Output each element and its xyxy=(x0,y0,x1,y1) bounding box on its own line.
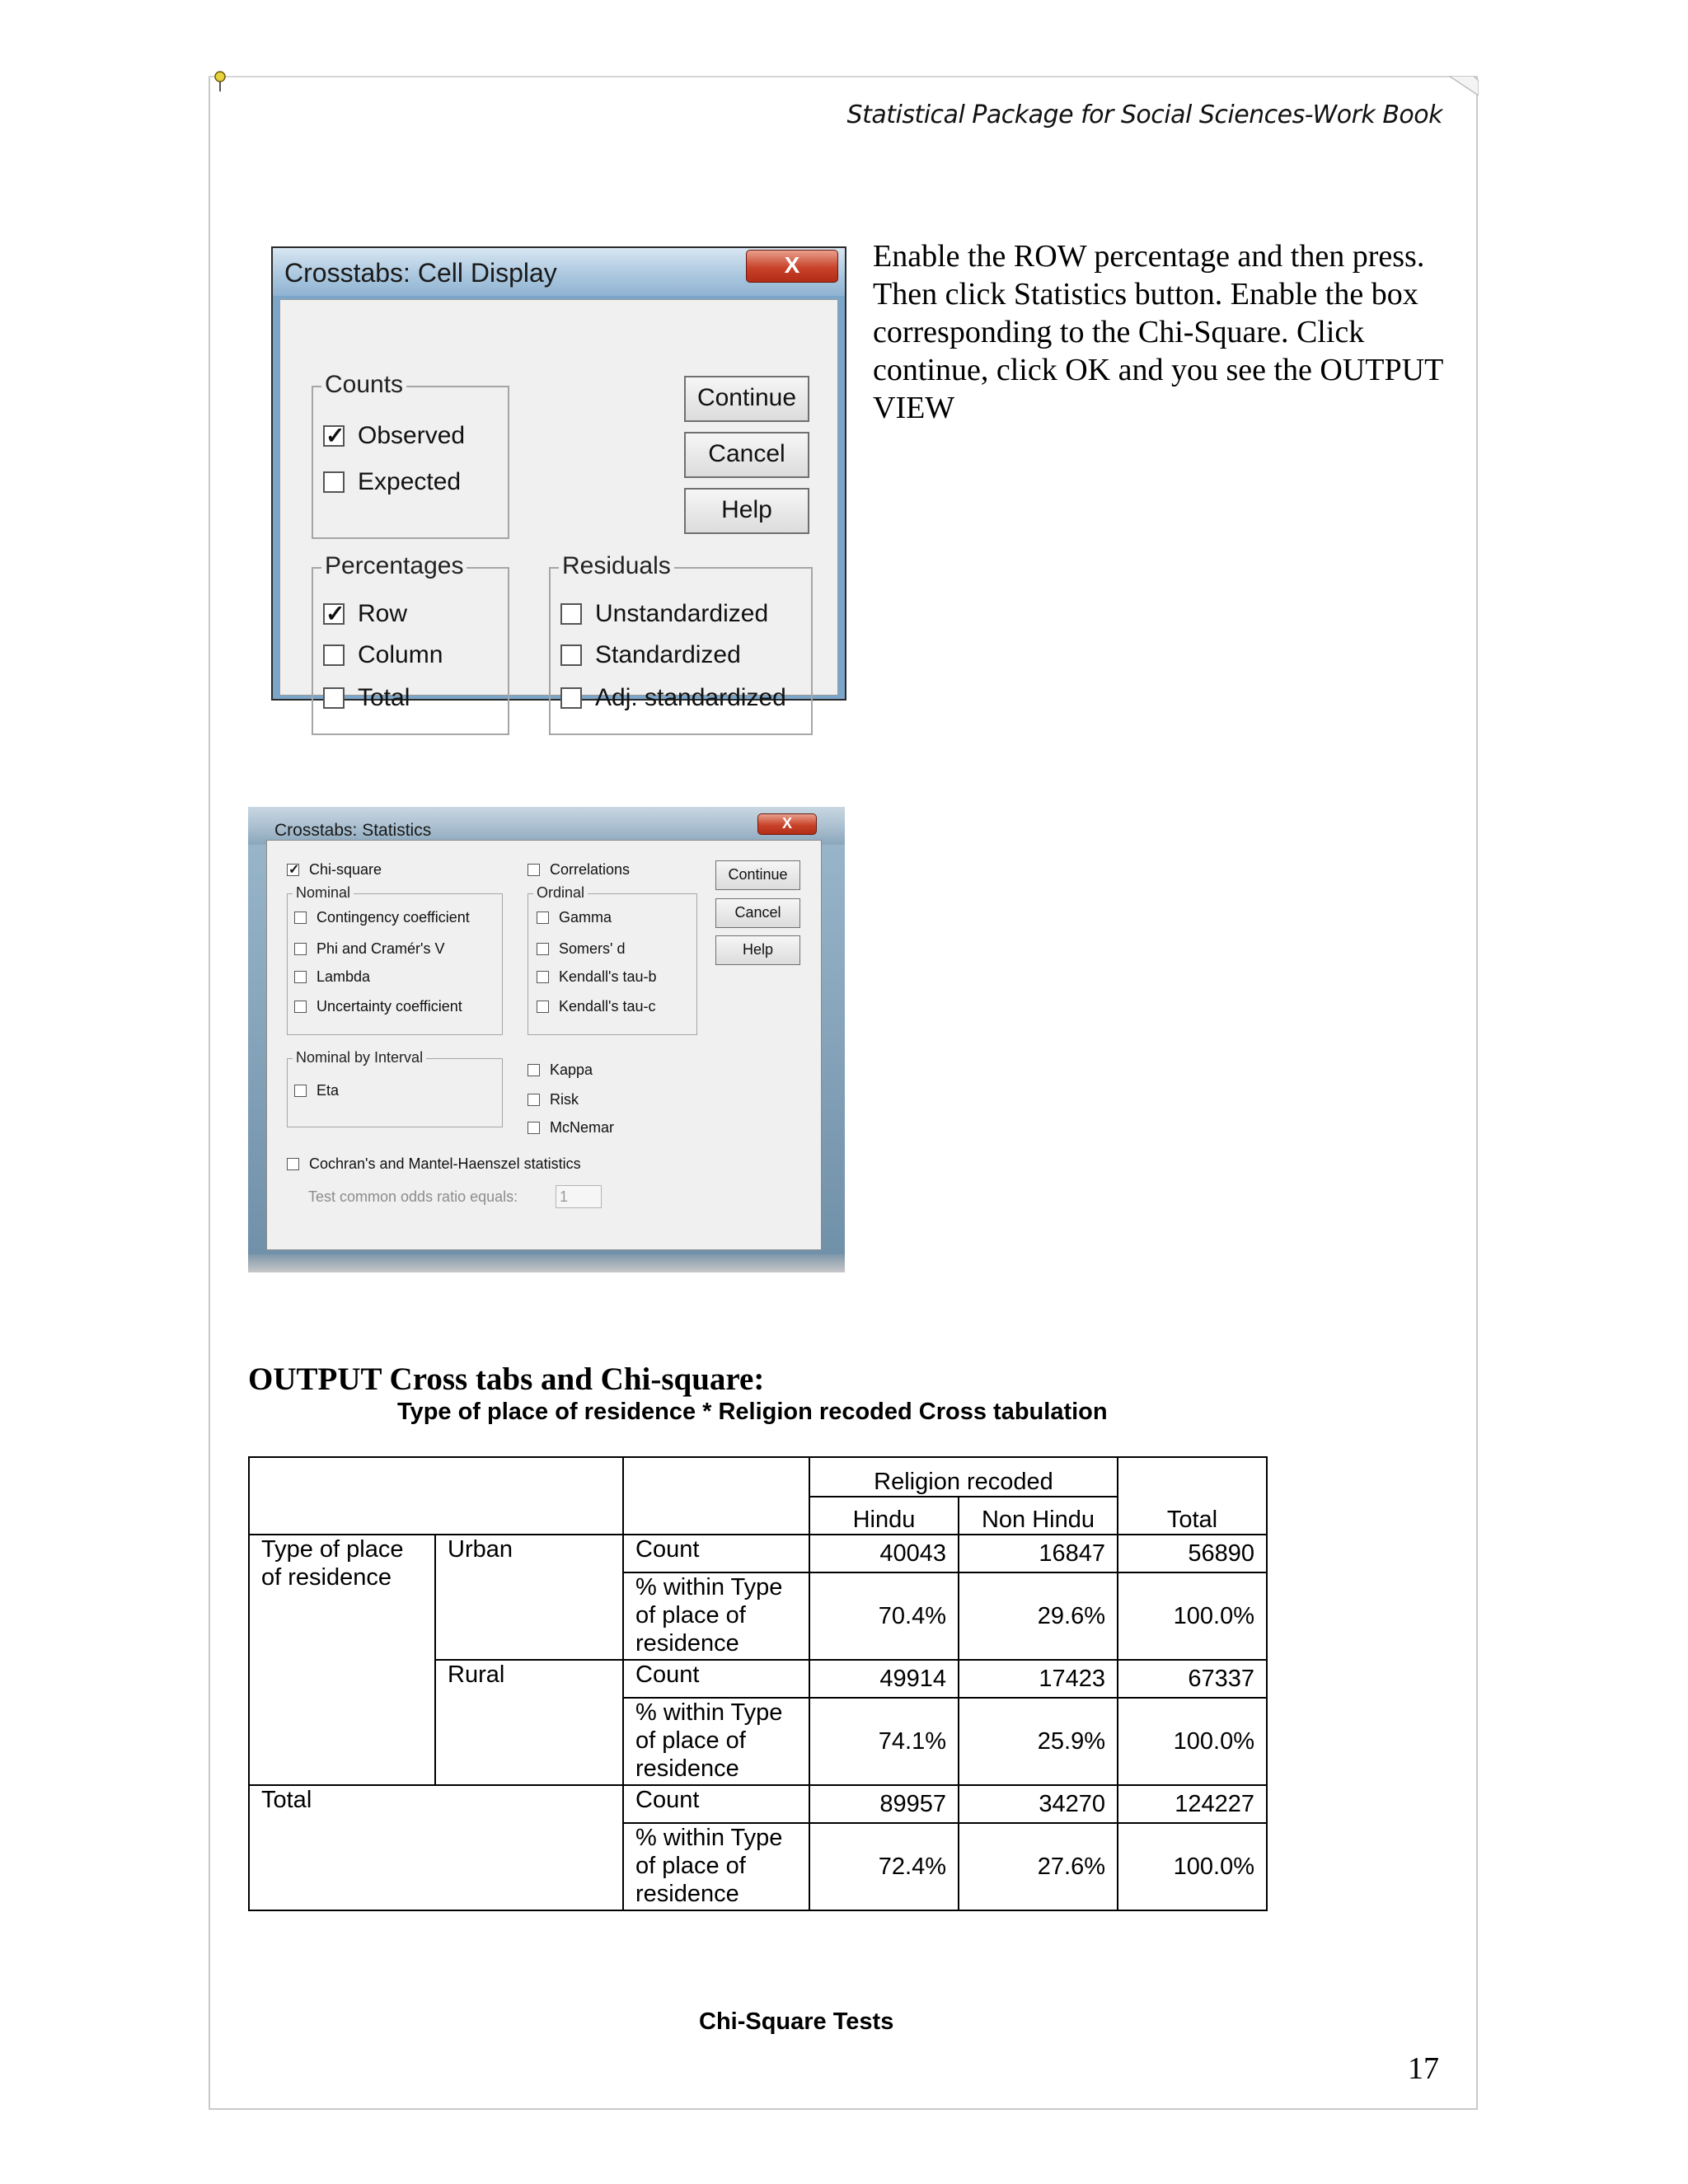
cancel-button[interactable]: Cancel xyxy=(715,898,800,928)
rural-label: Rural xyxy=(435,1660,623,1785)
kappa-checkbox[interactable] xyxy=(528,1062,593,1079)
percentages-legend: Percentages xyxy=(321,552,467,580)
table-cell: 70.4% xyxy=(809,1572,959,1660)
uncertainty-label: Uncertainty coefficient xyxy=(316,998,462,1015)
column-label: Column xyxy=(358,641,443,668)
eta-checkbox[interactable] xyxy=(294,1082,339,1099)
table-cell: 72.4% xyxy=(809,1823,959,1910)
phi-label: Phi and Cramér's V xyxy=(316,940,445,957)
odds-ratio-label: Test common odds ratio equals: xyxy=(308,1188,518,1205)
percentages-group xyxy=(312,552,509,735)
contingency-checkbox[interactable] xyxy=(294,909,470,926)
nominal-group xyxy=(287,884,503,1035)
checkbox-icon xyxy=(528,1064,540,1076)
page-fold-icon xyxy=(1449,76,1479,96)
table-cell: 67337 xyxy=(1118,1660,1267,1698)
contingency-label: Contingency coefficient xyxy=(316,909,470,926)
chi-square-label: Chi-square xyxy=(309,861,382,878)
nominal-by-interval-legend: Nominal by Interval xyxy=(293,1049,426,1066)
row-checkbox[interactable] xyxy=(323,600,407,628)
checkbox-icon xyxy=(323,687,345,709)
somers-checkbox[interactable] xyxy=(537,940,625,958)
cochran-checkbox[interactable] xyxy=(287,1155,581,1173)
kappa-label: Kappa xyxy=(550,1062,593,1078)
stat-count-label: Count xyxy=(623,1785,809,1823)
standardized-label: Standardized xyxy=(595,641,741,668)
checkbox-icon xyxy=(560,603,582,625)
running-header: Statistical Package for Social Sciences-Work Book xyxy=(846,101,1442,129)
checkbox-icon xyxy=(537,971,549,983)
dialog-title: Crosstabs: Cell Display xyxy=(284,258,557,288)
mcnemar-checkbox[interactable] xyxy=(528,1119,614,1137)
continue-button[interactable]: Continue xyxy=(715,860,800,890)
checkbox-icon xyxy=(294,943,307,955)
residuals-legend: Residuals xyxy=(559,552,674,580)
header-corner-stat xyxy=(623,1457,809,1535)
dialog-title: Crosstabs: Statistics xyxy=(274,821,432,840)
column-checkbox[interactable] xyxy=(323,641,443,669)
close-button[interactable]: X xyxy=(746,250,838,283)
checkbox-checked-icon xyxy=(323,425,345,447)
checkbox-icon xyxy=(528,1122,540,1134)
tau-c-label: Kendall's tau-c xyxy=(559,998,656,1015)
table-cell: 16847 xyxy=(959,1535,1118,1572)
gamma-label: Gamma xyxy=(559,909,612,926)
observed-checkbox[interactable] xyxy=(323,422,465,450)
table-cell: 40043 xyxy=(809,1535,959,1572)
observed-label: Observed xyxy=(358,422,466,449)
standardized-checkbox[interactable] xyxy=(560,641,741,669)
risk-label: Risk xyxy=(550,1091,579,1108)
checkbox-icon xyxy=(294,1001,307,1013)
odds-ratio-input[interactable]: 1 xyxy=(556,1185,602,1208)
checkbox-icon xyxy=(537,943,549,955)
table-cell: 74.1% xyxy=(809,1698,959,1785)
pushpin-icon xyxy=(213,71,227,92)
uncertainty-checkbox[interactable] xyxy=(294,998,462,1015)
section-title: OUTPUT Cross tabs and Chi-square: xyxy=(248,1361,765,1397)
total-label: Total xyxy=(358,684,410,711)
unstandardized-label: Unstandardized xyxy=(595,600,769,627)
stat-count-label: Count xyxy=(623,1535,809,1572)
table-cell: 27.6% xyxy=(959,1823,1118,1910)
tau-c-checkbox[interactable] xyxy=(537,998,656,1015)
gamma-checkbox[interactable] xyxy=(537,909,612,926)
table-cell: 124227 xyxy=(1118,1785,1267,1823)
checkbox-icon xyxy=(294,912,307,924)
col-total-header: Total xyxy=(1118,1457,1267,1535)
help-button[interactable]: Help xyxy=(715,935,800,965)
help-button[interactable]: Help xyxy=(684,488,809,534)
tau-b-checkbox[interactable] xyxy=(537,968,657,986)
checkbox-icon xyxy=(294,971,307,983)
chi-square-tests-title: Chi-Square Tests xyxy=(699,2008,894,2035)
intro-paragraph: Enable the ROW percentage and then press. Then click Statistics button. Enable the box corresponding to the Chi-Square. Click continue, click OK and you see the OUTPUT VIEW xyxy=(873,239,1443,425)
adj-standardized-label: Adj. standardized xyxy=(595,684,786,711)
tau-b-label: Kendall's tau-b xyxy=(559,968,657,985)
residuals-group xyxy=(549,552,813,735)
counts-legend: Counts xyxy=(321,371,406,399)
checkbox-icon xyxy=(537,1001,549,1013)
row-var-label: Type of place of residence xyxy=(249,1535,435,1785)
table-cell: 100.0% xyxy=(1118,1572,1267,1660)
adj-standardized-checkbox[interactable] xyxy=(560,684,786,712)
checkbox-icon xyxy=(323,471,345,493)
somers-label: Somers' d xyxy=(559,940,626,957)
stat-pct-label: % within Type of place of residence xyxy=(623,1698,809,1785)
correlations-checkbox[interactable] xyxy=(528,861,630,879)
checkbox-checked-icon xyxy=(287,864,299,876)
continue-button[interactable]: Continue xyxy=(684,376,809,422)
checkbox-icon xyxy=(323,644,345,666)
cochran-label: Cochran's and Mantel-Haenszel statistics xyxy=(309,1155,581,1172)
page-number: 17 xyxy=(1408,2051,1439,2086)
stat-count-label: Count xyxy=(623,1660,809,1698)
table-cell: 89957 xyxy=(809,1785,959,1823)
stat-pct-label: % within Type of place of residence xyxy=(623,1572,809,1660)
cancel-button[interactable]: Cancel xyxy=(684,432,809,478)
table-cell: 25.9% xyxy=(959,1698,1118,1785)
table-cell: 17423 xyxy=(959,1660,1118,1698)
nominal-legend: Nominal xyxy=(293,884,354,902)
chi-square-checkbox[interactable] xyxy=(287,861,382,879)
checkbox-icon xyxy=(528,1094,540,1106)
table-cell: 100.0% xyxy=(1118,1698,1267,1785)
ordinal-group xyxy=(528,884,697,1035)
stat-pct-label: % within Type of place of residence xyxy=(623,1823,809,1910)
dialog-titlebar xyxy=(273,248,845,296)
crosstab-title: Type of place of residence * Religion recoded Cross tabulation xyxy=(397,1399,1108,1425)
checkbox-checked-icon xyxy=(323,603,345,625)
crosstab-table xyxy=(248,1456,1268,1911)
expected-checkbox[interactable] xyxy=(323,468,461,496)
checkbox-icon xyxy=(528,864,540,876)
col-hindu-header: Hindu xyxy=(809,1497,959,1535)
checkbox-icon xyxy=(287,1158,299,1170)
col-group-header: Religion recoded xyxy=(809,1457,1118,1497)
lambda-label: Lambda xyxy=(316,968,371,985)
dialog-body xyxy=(279,299,838,711)
dialog-body xyxy=(266,840,822,1250)
total-checkbox[interactable] xyxy=(323,684,410,712)
ordinal-legend: Ordinal xyxy=(533,884,588,902)
table-cell: 29.6% xyxy=(959,1572,1118,1660)
counts-group xyxy=(312,371,509,539)
checkbox-icon xyxy=(294,1085,307,1097)
phi-checkbox[interactable] xyxy=(294,940,445,958)
table-cell: 100.0% xyxy=(1118,1823,1267,1910)
cell-display-dialog xyxy=(271,246,846,711)
expected-label: Expected xyxy=(358,468,462,495)
urban-label: Urban xyxy=(435,1535,623,1660)
col-nonhindu-header: Non Hindu xyxy=(959,1497,1118,1535)
lambda-checkbox[interactable] xyxy=(294,968,370,986)
nominal-by-interval-group xyxy=(287,1049,503,1127)
mcnemar-label: McNemar xyxy=(550,1119,615,1136)
header-corner xyxy=(249,1457,623,1535)
close-button[interactable]: X xyxy=(757,813,817,835)
row-label: Row xyxy=(358,600,408,627)
table-cell: 34270 xyxy=(959,1785,1118,1823)
statistics-dialog xyxy=(248,807,845,1272)
correlations-label: Correlations xyxy=(550,861,631,878)
eta-label: Eta xyxy=(316,1082,340,1099)
total-row-label: Total xyxy=(249,1785,623,1910)
dialog-bottom-shadow xyxy=(248,1254,845,1272)
checkbox-icon xyxy=(560,644,582,666)
checkbox-icon xyxy=(560,687,582,709)
unstandardized-checkbox[interactable] xyxy=(560,600,768,628)
table-cell: 49914 xyxy=(809,1660,959,1698)
risk-checkbox[interactable] xyxy=(528,1091,579,1108)
table-cell: 56890 xyxy=(1118,1535,1267,1572)
checkbox-icon xyxy=(537,912,549,924)
